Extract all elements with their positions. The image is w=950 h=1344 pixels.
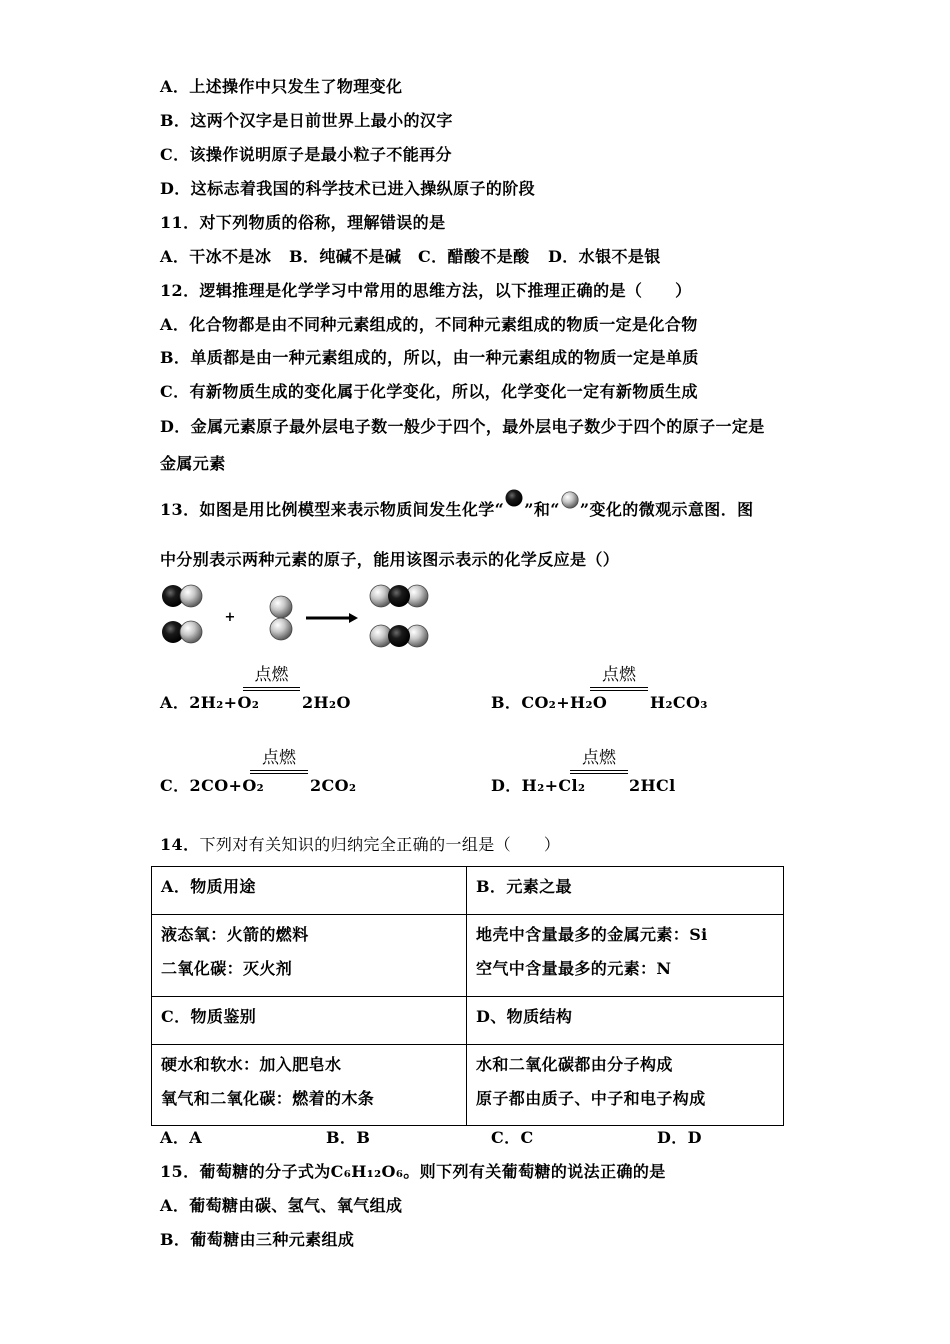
q11-option-c: C．醋酸不是酸 [418, 247, 530, 266]
gray-atom [180, 621, 202, 643]
cell-a-content [152, 915, 467, 997]
cell-d-content [467, 1045, 784, 1126]
q13-option-d-reactants: D．H₂+Cl₂ [491, 776, 586, 795]
product-molecule-2 [370, 625, 428, 647]
plus-sign: + [224, 610, 236, 625]
q14-option-c: C．C [491, 1128, 534, 1147]
reactant-molecule-2 [162, 621, 202, 643]
gray-atom [180, 585, 202, 607]
table-row [152, 997, 784, 1045]
q13-option-d-products: 2HCl [629, 776, 676, 795]
q13-option-c-condition [250, 747, 308, 774]
reactant-molecule-3 [270, 596, 292, 640]
q15-option-a: A．葡萄糖由碳、氢气、氧气组成 [160, 1196, 403, 1215]
cell-c-title: C．物质鉴别 [152, 997, 467, 1045]
q12-option-d-continued: 金属元素 [160, 454, 226, 473]
q13-option-c-reactants: C．2CO+O₂ [160, 776, 265, 795]
cell-line: 地壳中含量最多的金属元素：Si [476, 925, 708, 944]
cell-line: 氧气和二氧化碳：燃着的木条 [161, 1089, 375, 1108]
q10-option-d: D．这标志着我国的科学技术已进入操纵原子的阶段 [160, 179, 536, 198]
q13-option-c-products: 2CO₂ [310, 776, 357, 795]
product-molecule-1 [370, 585, 428, 607]
q13-option-a-reactants: A．2H₂+O₂ [160, 693, 260, 712]
q11-option-a: A．干冰不是冰 [160, 247, 272, 266]
cell-line: 原子都由质子、中子和电子构成 [476, 1089, 706, 1108]
q13-option-a-condition [243, 664, 300, 691]
q12-option-d: D．金属元素原子最外层电子数一般少于四个，最外层电子数少于四个的原子一定是 [160, 417, 765, 436]
cell-d-title: D、物质结构 [467, 997, 784, 1045]
q11-option-b: B．纯碱不是碱 [289, 247, 402, 266]
q10-option-c: C．该操作说明原子是最小粒子不能再分 [160, 145, 452, 164]
condition-label: 点燃 [582, 748, 616, 768]
q14-option-b: B．B [326, 1128, 371, 1147]
black-atom-icon [505, 489, 523, 507]
q13-stem-part1: 13．如图是用比例模型来表示物质间发生化学“ [160, 500, 505, 519]
q13-stem-part3: ”变化的微观示意图．图 [579, 500, 754, 519]
q11-stem: 11．对下列物质的俗称，理解错误的是 [160, 213, 446, 232]
q14-option-d: D．D [657, 1128, 702, 1147]
cell-a-title: A．物质用途 [152, 867, 467, 915]
gray-atom-icon [561, 491, 579, 509]
q13-stem-line1 [160, 500, 754, 520]
q14-option-a: A．A [160, 1128, 203, 1147]
cell-b-content [467, 915, 784, 997]
cell-b-title: B．元素之最 [467, 867, 784, 915]
q13-option-b-products: H₂CO₃ [650, 693, 708, 712]
q11-option-d: D．水银不是银 [548, 247, 661, 266]
q14-number: 14． [160, 835, 200, 854]
table-row [152, 867, 784, 915]
q13-option-b-condition [590, 664, 648, 691]
q14-stem-text: 下列对有关知识的归纳完全正确的一组是（ ） [199, 835, 561, 854]
equals-line [250, 770, 308, 774]
q12-option-b: B．单质都是由一种元素组成的，所以，由一种元素组成的物质一定是单质 [160, 348, 699, 367]
table-row [152, 1045, 784, 1126]
cell-line: 硬水和软水：加入肥皂水 [161, 1055, 342, 1074]
black-atom [388, 625, 410, 647]
condition-label: 点燃 [254, 665, 289, 685]
table-row [152, 915, 784, 997]
q14-stem [160, 835, 560, 855]
reaction-arrow [306, 613, 358, 623]
q13-stem-line2: 中分别表示两种元素的原子，能用该图示表示的化学反应是（） [160, 550, 620, 569]
q15-option-b: B．葡萄糖由三种元素组成 [160, 1230, 355, 1249]
cell-line: 二氧化碳：灭火剂 [161, 959, 293, 978]
condition-label: 点燃 [602, 665, 636, 685]
black-atom [388, 585, 410, 607]
reaction-diagram [150, 578, 445, 658]
q12-stem: 12．逻辑推理是化学学习中常用的思维方法，以下推理正确的是（ ） [160, 281, 692, 300]
cell-line: 水和二氧化碳都由分子构成 [476, 1055, 673, 1074]
knowledge-table [151, 866, 784, 1126]
gray-atom [270, 618, 292, 640]
q13-option-b-reactants: B．CO₂+H₂O [491, 693, 608, 712]
cell-c-content [152, 1045, 467, 1126]
equals-line [243, 687, 300, 691]
reactant-molecule-1 [162, 585, 202, 607]
q15-stem: 15．葡萄糖的分子式为C₆H₁₂O₆。则下列有关葡萄糖的说法正确的是 [160, 1162, 666, 1181]
equals-line [570, 770, 628, 774]
cell-line: 空气中含量最多的元素：N [476, 959, 672, 978]
cell-line: 液态氧：火箭的燃料 [161, 925, 309, 944]
q13-option-a-products: 2H₂O [302, 693, 351, 712]
q12-option-c: C．有新物质生成的变化属于化学变化，所以，化学变化一定有新物质生成 [160, 382, 698, 401]
equals-line [590, 687, 648, 691]
q12-option-a: A．化合物都是由不同种元素组成的，不同种元素组成的物质一定是化合物 [160, 315, 698, 334]
condition-label: 点燃 [262, 748, 296, 768]
q13-stem-part2: ”和“ [524, 500, 560, 519]
q10-option-b: B．这两个汉字是日前世界上最小的汉字 [160, 111, 453, 130]
arrow-head [349, 613, 358, 623]
q10-option-a: A．上述操作中只发生了物理变化 [160, 77, 403, 96]
q13-option-d-condition [570, 747, 628, 774]
gray-atom [270, 596, 292, 618]
